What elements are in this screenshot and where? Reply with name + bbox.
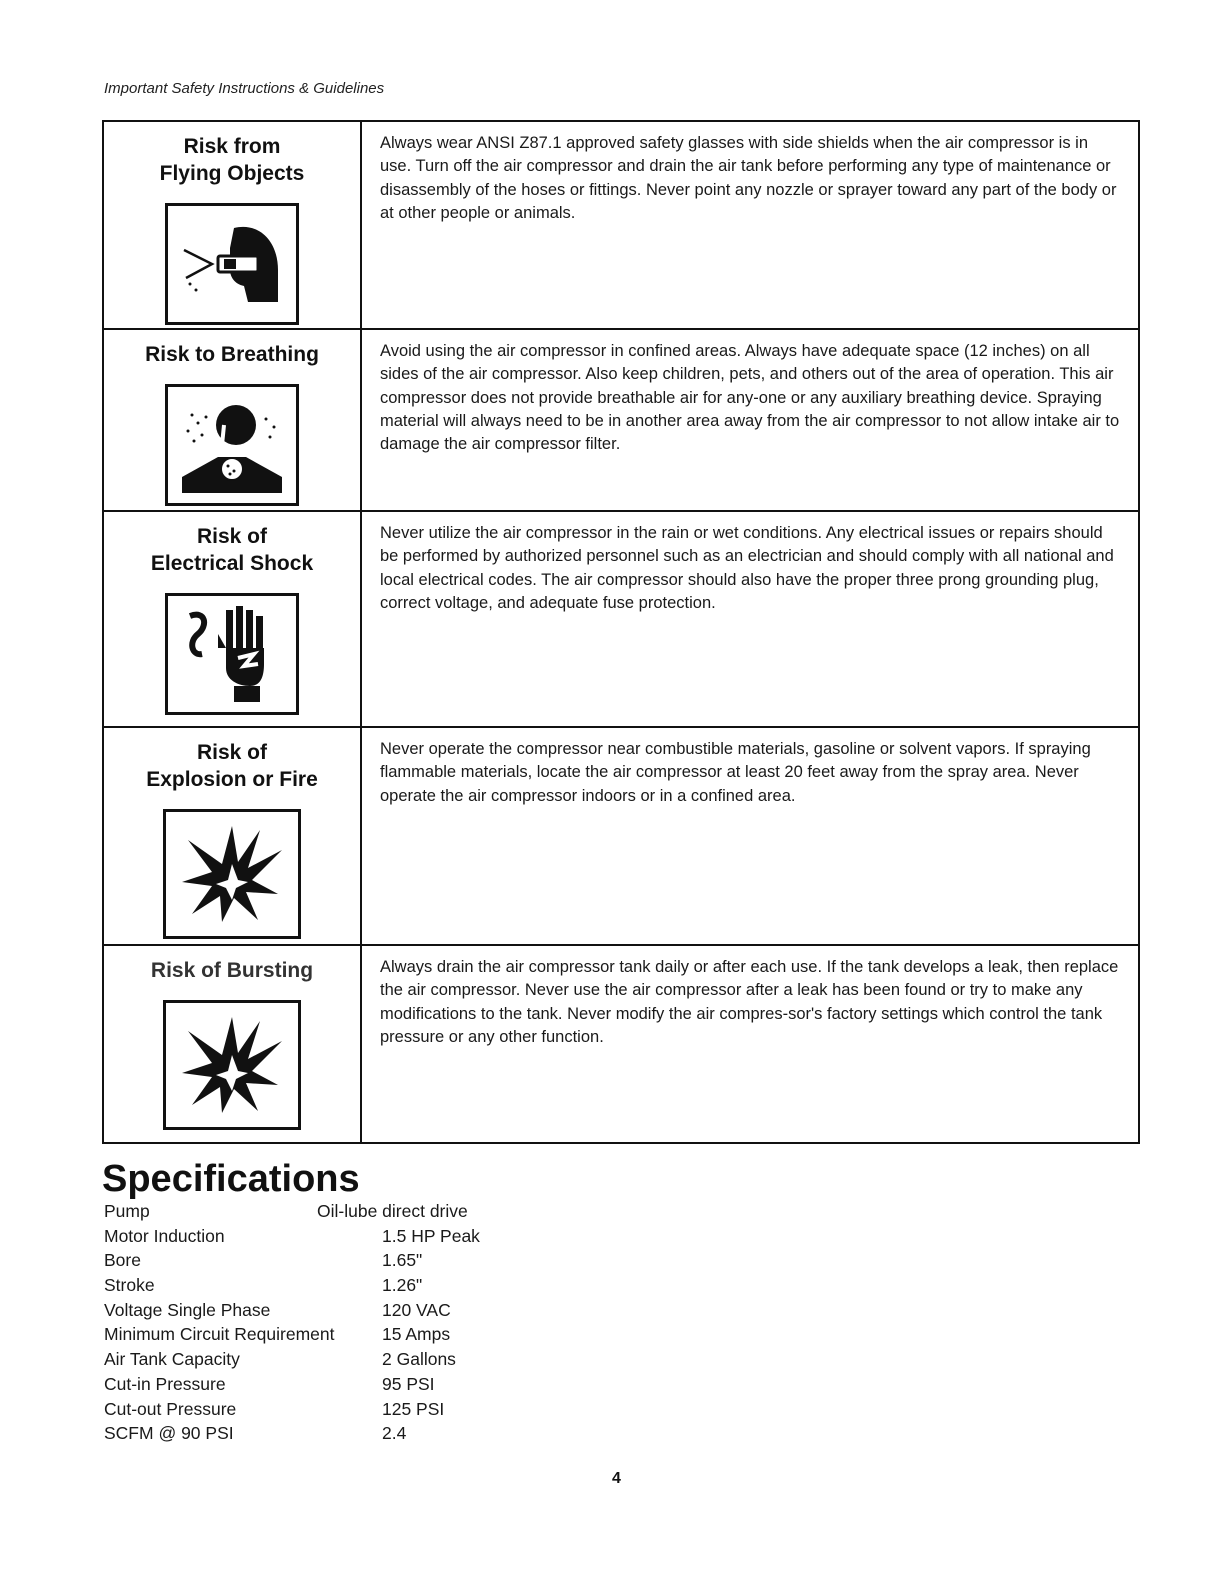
risk-text: Always wear ANSI Z87.1 approved safety glasses with side shields when the air compressor is in use. Turn off the air compressor and drain the air tank before performing any type of maintenance or disassembly of the hoses or fittings. Never point any nozzle or sprayer toward any part of the body or at other people or animals.	[361, 121, 1139, 329]
spec-value: 1.26"	[382, 1275, 423, 1296]
risk-text: Always drain the air compressor tank daily or after each use. If the tank develops a leak, then replace the air compressor. Never use the air compressor after a leak has been found or try to make any modifications to the tank. Never modify the air compres-sor's factory settings which control the tank pressure or any other function.	[361, 945, 1139, 1143]
risk-row-explosion	[103, 727, 1139, 945]
safety-table	[102, 120, 1140, 1144]
risk-row-bursting	[103, 945, 1139, 1143]
risk-title: Risk of Electrical Shock	[150, 525, 314, 575]
spec-label: Minimum Circuit Requirement	[104, 1324, 335, 1345]
risk-title: Risk of Bursting	[150, 959, 314, 982]
spec-label: Cut-out Pressure	[104, 1398, 237, 1419]
electrical-shock-icon	[165, 593, 299, 715]
spec-label: Pump	[104, 1201, 150, 1221]
spec-label: Air Tank Capacity	[104, 1349, 240, 1370]
spec-value: 15 Amps	[382, 1324, 451, 1345]
breathing-hazard-icon	[165, 384, 299, 506]
spec-label: Cut-in Pressure	[104, 1373, 226, 1394]
spec-value: 95 PSI	[382, 1373, 435, 1394]
spec-value: 1.65"	[382, 1250, 423, 1271]
spec-label: Stroke	[104, 1275, 155, 1296]
spec-value: 2 Gallons	[382, 1349, 456, 1370]
bursting-icon	[163, 1000, 301, 1130]
page-header: Important Safety Instructions & Guidelines	[104, 80, 385, 97]
specifications-title: Specifications	[102, 1158, 360, 1200]
risk-row-flying-objects	[103, 121, 1139, 329]
spec-value: 2.4	[382, 1423, 407, 1444]
spec-value: 125 PSI	[382, 1398, 445, 1419]
spec-value: 120 VAC	[382, 1299, 451, 1320]
risk-text: Never utilize the air compressor in the rain or wet conditions. Any electrical issues or repairs should be performed by authorized personnel such as an electrician and should comply with all national and local electrical codes. The air compressor should also have the proper three prong grounding plug, correct voltage, and adequate fuse protection.	[361, 511, 1139, 727]
spec-label: Voltage Single Phase	[104, 1299, 271, 1320]
spec-label: Motor Induction	[104, 1225, 225, 1246]
spec-value: 1.5 HP Peak	[382, 1225, 480, 1246]
explosion-icon	[163, 809, 301, 939]
risk-row-breathing	[103, 329, 1139, 511]
risk-title: Risk to Breathing	[145, 343, 319, 366]
risk-text: Never operate the compressor near combustible materials, gasoline or solvent vapors. If spraying flammable materials, locate the air compressor at least 20 feet away from the spray area. Never operate the air compressor indoors or in a confined area.	[361, 727, 1139, 945]
spec-value: Oil-lube direct drive	[317, 1201, 468, 1221]
safety-glasses-icon	[165, 203, 299, 325]
spec-label: Bore	[104, 1250, 141, 1271]
risk-row-electrical-shock	[103, 511, 1139, 727]
risk-text: Avoid using the air compressor in confined areas. Always have adequate space (12 inches) on all sides of the air compressor. Also keep children, pets, and others out of the area of operation. This air compressor does not provide breathable air for any-one or any auxiliary breathing device. Spraying material will always need to be in another area away from the air compressor to not allow intake air to damage the air compressor filter.	[361, 329, 1139, 511]
spec-label: SCFM @ 90 PSI	[104, 1423, 234, 1444]
risk-title: Risk from Flying Objects	[159, 135, 305, 185]
page-number: 4	[612, 1470, 621, 1487]
risk-title: Risk of Explosion or Fire	[146, 741, 318, 791]
